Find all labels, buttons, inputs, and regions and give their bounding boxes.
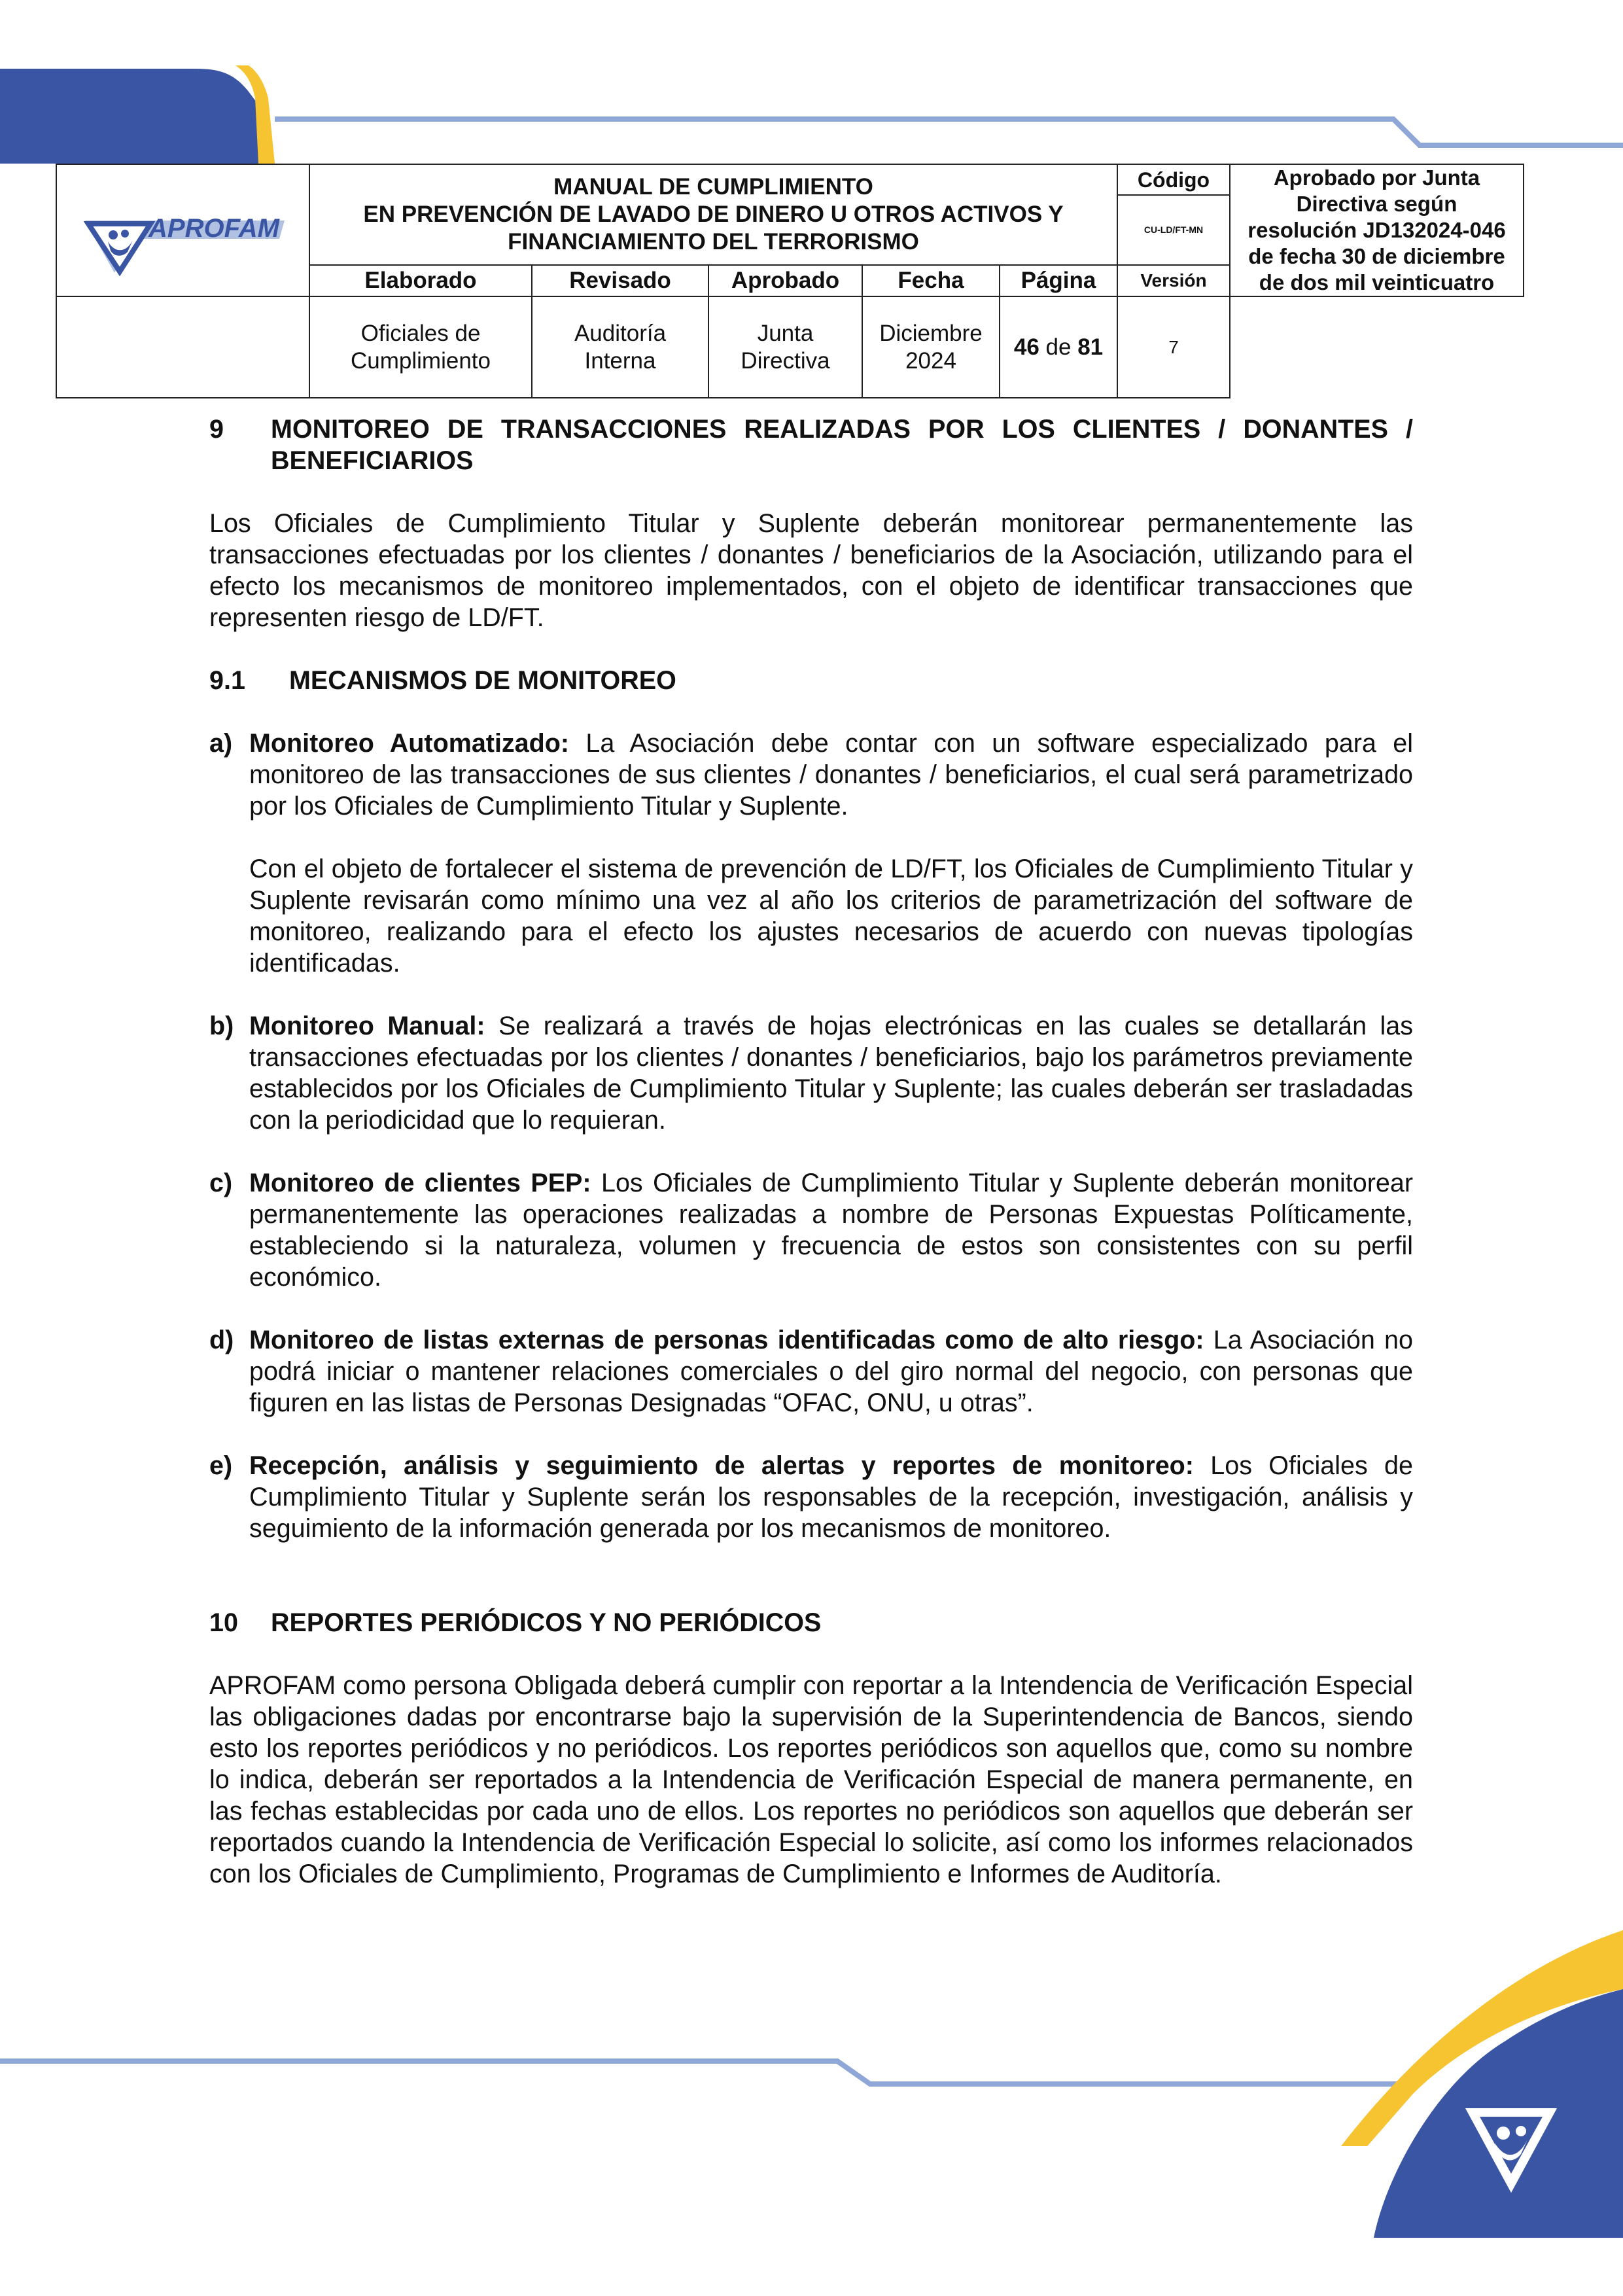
bottom-left-line [0,2061,1406,2084]
col-pagina: Página [1000,265,1117,296]
section-9-1-heading: 9.1 MECANISMOS DE MONITOREO [209,666,676,695]
value-pagina: 46 de 81 [1000,296,1117,398]
section-9-intro: Los Oficiales de Cumplimiento Titular y Suplente deberán monitorear permanentemente las transacciones efectuadas por los clientes / donantes / beneficiarios de la Asociación, utilizando para el efecto los mecanismos de monitoreo implementados, con el objeto de identificar transacciones que representen riesgo de LD/FT. [209,509,1413,632]
list-item-e: e) Recepción, análisis y seguimiento de alertas y reportes de monitoreo: Los Oficiales de Cumplimiento Titular y Suplente serán los responsables de la recepción, investigación, análisis y seguimiento de la información generada por los mecanismos de monitoreo. [209,1451,1413,1543]
code-value: CU-LD/FT-MN [1117,195,1230,265]
code-label: Código [1117,164,1230,195]
value-version: 7 [1117,296,1230,398]
approval-note: Aprobado por Junta Directiva según resolución JD132024-046 de fecha 30 de diciembre de dos mil veinticuatro [1230,164,1524,296]
list-item-b: b) Monitoreo Manual: Se realizará a través de hojas electrónicas en las cuales se detallarán las transacciones efectuadas por los clientes / donantes / beneficiarios, bajo los parámetros previamente establecidos por los Oficiales de Cumplimiento Titular y Suplente; las cuales deberán ser trasladadas con la periodicidad que lo requieran. [209,1012,1413,1135]
list-item-a: a) Monitoreo Automatizado: La Asociación debe contar con un software especializado para el monitoreo de las transacciones de sus clientes / donantes / beneficiarios, el cual será parametrizado por los Oficiales de Cumplimiento Titular y Suplente. Con el objeto de fortalecer el sistema de prevención de LD/FT, los Oficiales de Cumplimiento Titular y Suplente revisarán como mínimo una vez al año los criterios de parametrización del software de monitoreo, realizando para el efecto los ajustes necesarios de acuerdo con nuevas tipologías identificadas. [209,729,1413,978]
top-right-line [275,119,1623,145]
list-item-d: d) Monitoreo de listas externas de personas identificadas como de alto riesgo: La Asociación no podrá iniciar o mantener relaciones comerciales o del giro normal del negocio, con personas que figuren en las listas de Personas Designadas “OFAC, ONU, u otras”. [209,1326,1413,1417]
value-aprobado: Junta Directiva [708,296,862,398]
section-10-text: APROFAM como persona Obligada deberá cumplir con reportar a la Intendencia de Verificación Especial las obligaciones dadas por encontrarse bajo la supervisión de la Superintendencia de Bancos, siendo esto los reportes periódicos y no periódicos. Los reportes periódicos son aquellos que, como su nombre lo indica, deberán ser reportados a la Intendencia de Verificación Especial de manera permanente, en las fechas establecidas por cada uno de ellos. Los reportes no periódicos son aquellos que deberán ser reportados cuando la Intendencia de Verificación Especial lo solicite, así como los informes relacionados con los Oficiales de Cumplimiento, Programas de Cumplimiento e Informes de Auditoría. [209,1671,1413,1888]
document-title: MANUAL DE CUMPLIMIENTO EN PREVENCIÓN DE LAVADO DE DINERO U OTROS ACTIVOS Y FINANCIAMIENTO DEL TERRORISMO [309,164,1117,265]
list-item-c: c) Monitoreo de clientes PEP: Los Oficiales de Cumplimiento Titular y Suplente deberán monitorear permanentemente las operaciones realizadas a nombre de Personas Expuestas Políticamente, estableciendo si la naturaleza, volumen y frecuencia de estos son consistentes con su perfil económico. [209,1169,1413,1292]
value-revisado: Auditoría Interna [532,296,708,398]
section-9-heading: 9 MONITOREO DE TRANSACCIONES REALIZADAS POR LOS CLIENTES / DONANTES / BENEFICIARIOS [209,415,1413,475]
col-aprobado: Aprobado [708,265,862,296]
aprofam-logo [75,175,291,279]
section-10-heading: 10 REPORTES PERIÓDICOS Y NO PERIÓDICOS [209,1608,822,1637]
document-header [56,164,1523,380]
col-version: Versión [1117,265,1230,296]
logo-bottom-spacer [56,296,309,398]
col-fecha: Fecha [862,265,1000,296]
logo-cell [56,164,309,296]
col-elaborado: Elaborado [309,265,532,296]
col-revisado: Revisado [532,265,708,296]
list-item-a-extra: Con el objeto de fortalecer el sistema de prevención de LD/FT, los Oficiales de Cumplimiento Titular y Suplente revisarán como mínimo una vez al año los criterios de parametrización del software de monitoreo, realizando para el efecto los ajustes necesarios de acuerdo con nuevas tipologías identificadas. [249,855,1413,978]
top-left-blue-shape [0,69,258,164]
value-fecha: Diciembre 2024 [862,296,1000,398]
page-content [209,414,1413,1890]
value-elaborado: Oficiales de Cumplimiento [309,296,532,398]
logo-text: APROFAM [148,214,279,243]
